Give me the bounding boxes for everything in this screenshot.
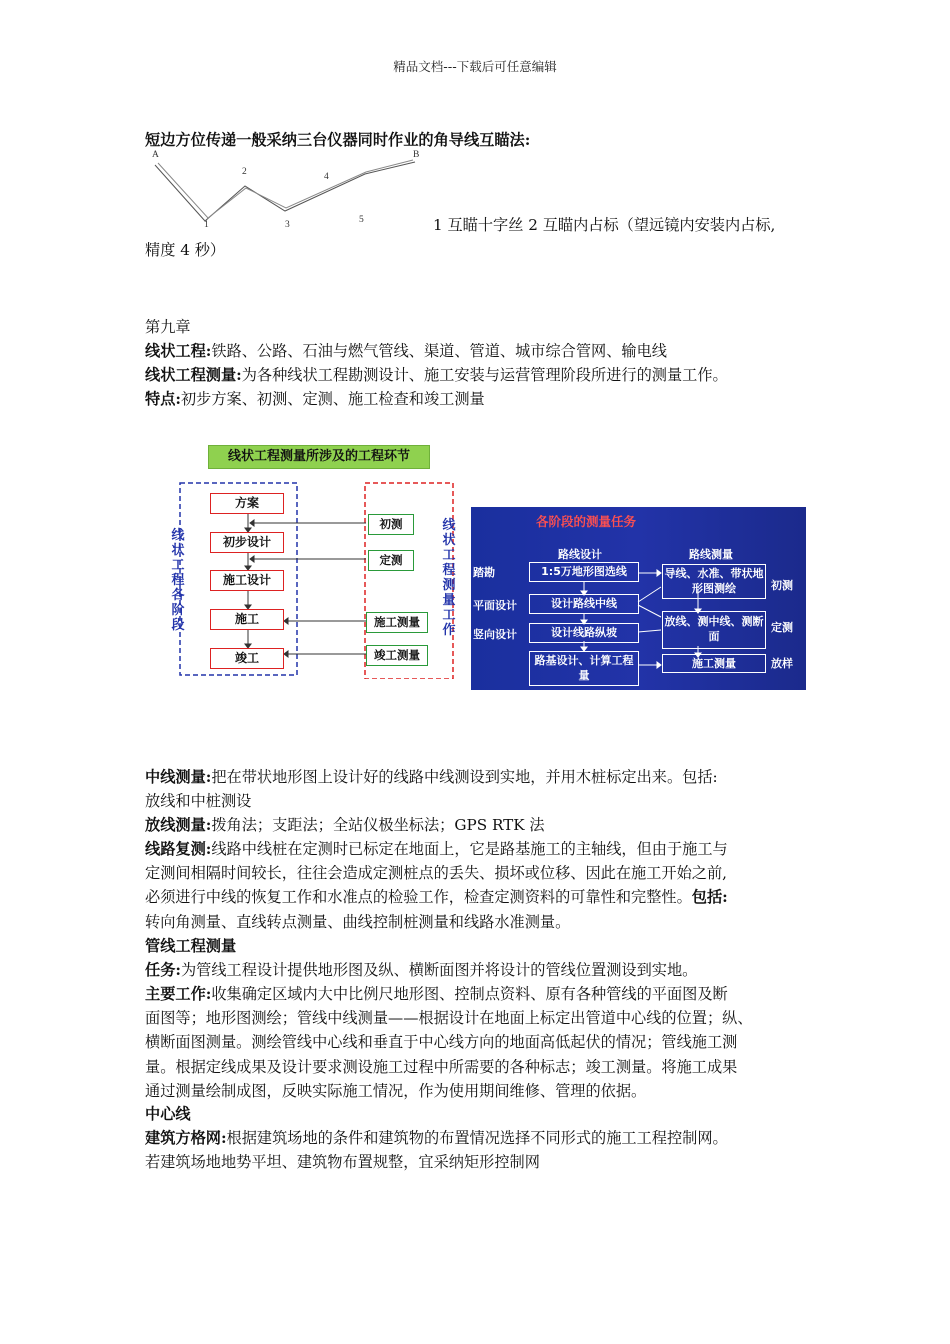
stage-preliminary-design: 初步设计 — [210, 532, 284, 553]
term: 线状工程: — [145, 342, 212, 360]
stage-completion: 竣工 — [210, 648, 284, 669]
engineering-stages-diagram — [171, 445, 458, 679]
text: 面图等；地形图测绘；管线中线测量——根据设计在地面上标定出管道中心线的位置；纵、 — [145, 1009, 753, 1028]
text: 为管线工程设计提供地形图及纵、横断面图并将设计的管线位置测设到实地。 — [180, 961, 698, 979]
survey-box-staking: 放线、测中线、测断面 — [662, 611, 766, 649]
survey-vertical-label: 线状工程测量工作 — [442, 518, 456, 638]
text: 必须进行中线的恢复工作和水准点的检验工作，检查定测资料的可靠性和完整性。 — [145, 888, 692, 907]
page-header: 精品文档---下载后可任意编辑 — [393, 59, 557, 74]
point-label-b: B — [413, 150, 420, 160]
term: 特点: — [145, 390, 181, 408]
diagram-title: 各阶段的测量任务 — [535, 514, 636, 529]
survey-box-construction: 施工测量 — [662, 654, 766, 673]
survey-construction: 施工测量 — [366, 612, 428, 633]
definition: 为各种线状工程勘测设计、施工安装与运营管理阶段所进行的测量工作。 — [241, 366, 728, 384]
building-grid-para — [145, 1126, 815, 1174]
text: 通过测量绘制成图，反映实际施工情况，作为使用期间维修、管理的依据。 — [145, 1081, 647, 1100]
text: 若建筑场地地势平坦、建筑物布置规整，宜采纳矩形控制网 — [145, 1153, 540, 1172]
survey-preliminary: 初测 — [368, 514, 414, 535]
survey-location: 定测 — [368, 550, 414, 571]
features-line — [145, 387, 810, 411]
col-design-heading: 路线设计 — [558, 548, 602, 561]
label-plane-design: 平面设计 — [473, 599, 517, 612]
design-box-route-selection: 1:5万地形图选线 — [529, 562, 639, 582]
text: 拨角法；支距法；全站仪极坐标法；GPS RTK 法 — [211, 816, 545, 834]
centerline-survey-para — [145, 765, 810, 813]
chapter-title: 第九章 — [145, 318, 191, 336]
text: 转向角测量、直线转点测量、曲线控制桩测量和线路水准测量。 — [145, 912, 571, 931]
definition: 铁路、公路、石油与燃气管线、渠道、管道、城市综合管网、输电线 — [211, 342, 667, 360]
stage-construction-design: 施工设计 — [210, 570, 284, 591]
text: 量。根据定线成果及设计要求测设施工过程中所需要的各种标志；竣工测量。将施工成果 — [145, 1057, 738, 1076]
label-preliminary: 初测 — [771, 579, 793, 592]
term: 建筑方格网: — [145, 1129, 227, 1147]
definition: 初步方案、初测、定测、施工检查和竣工测量 — [180, 390, 485, 408]
term: 主要工作: — [145, 985, 212, 1003]
label-reconnaissance: 踏勘 — [473, 566, 495, 579]
task-para — [145, 958, 810, 982]
survey-as-built: 竣工测量 — [366, 645, 428, 666]
text: 放线和中桩测设 — [145, 792, 252, 811]
text: 定测间相隔时间较长，往往会造成定测桩点的丢失、损坏或位移、因此在施工开始之前, — [145, 864, 727, 883]
point-label-1: 1 — [204, 220, 209, 230]
text: 把在带状地形图上设计好的线路中线测设到实地，并用木桩标定出来。包括: — [211, 768, 718, 786]
term: 线路复测: — [145, 840, 212, 858]
term: 放线测量: — [145, 816, 212, 834]
point-label-3: 3 — [285, 220, 290, 230]
text: 横断面图测量。测绘管线中心线和垂直于中心线方向的地面高低起伏的情况；管线施工测 — [145, 1033, 738, 1052]
traverse-caption-1: 1 互瞄十字丝 2 互瞄内占标（望远镜内安装内占标, — [433, 216, 776, 234]
design-box-grade: 设计线路纵坡 — [529, 623, 639, 643]
point-label-4: 4 — [324, 172, 329, 182]
label-location: 定测 — [771, 621, 793, 634]
linear-survey-line — [145, 363, 810, 387]
pipeline-heading: 管线工程测量 — [145, 937, 237, 955]
text: 收集确定区域内大中比例尺地形图、控制点资料、原有各种管线的平面图及断 — [211, 985, 728, 1003]
point-label-2: 2 — [242, 167, 247, 177]
traverse-diagram — [145, 148, 435, 238]
survey-tasks-diagram — [471, 507, 806, 690]
centerline-heading: 中心线 — [145, 1105, 191, 1123]
stage-plan: 方案 — [210, 493, 284, 514]
design-box-subgrade: 路基设计、计算工程量 — [529, 651, 639, 686]
traverse-caption-2: 精度 4 秒） — [145, 241, 226, 259]
term: 任务: — [145, 961, 181, 979]
route-resurvey-para — [145, 837, 815, 934]
label-vertical-design: 竖向设计 — [473, 628, 517, 641]
text: 根据建筑场地的条件和建筑物的布置情况选择不同形式的施工工程控制网。 — [226, 1129, 728, 1147]
stages-vertical-label: 线状工程各阶段 — [171, 528, 185, 633]
text: 线路中线桩在定测时已标定在地面上，它是路基施工的主轴线，但由于施工与 — [211, 840, 728, 858]
diagram-title: 线状工程测量所涉及的工程环节 — [208, 445, 430, 469]
col-survey-heading: 路线测量 — [689, 548, 733, 561]
label-setting-out: 放样 — [771, 657, 793, 670]
design-box-centerline: 设计路线中线 — [529, 594, 639, 614]
linear-engineering-line — [145, 339, 810, 363]
setting-out-para — [145, 813, 810, 837]
main-work-para — [145, 982, 815, 1103]
survey-box-traverse: 导线、水准、带状地形图测绘 — [662, 564, 766, 599]
term: 包括: — [691, 888, 728, 907]
point-label-5: 5 — [359, 215, 364, 225]
traverse-heading: 短边方位传递一般采纳三台仪器同时作业的角导线互瞄法: — [145, 131, 531, 149]
term: 线状工程测量: — [145, 366, 242, 384]
point-label-a: A — [152, 150, 159, 160]
stage-construction: 施工 — [210, 609, 284, 630]
term: 中线测量: — [145, 768, 212, 786]
